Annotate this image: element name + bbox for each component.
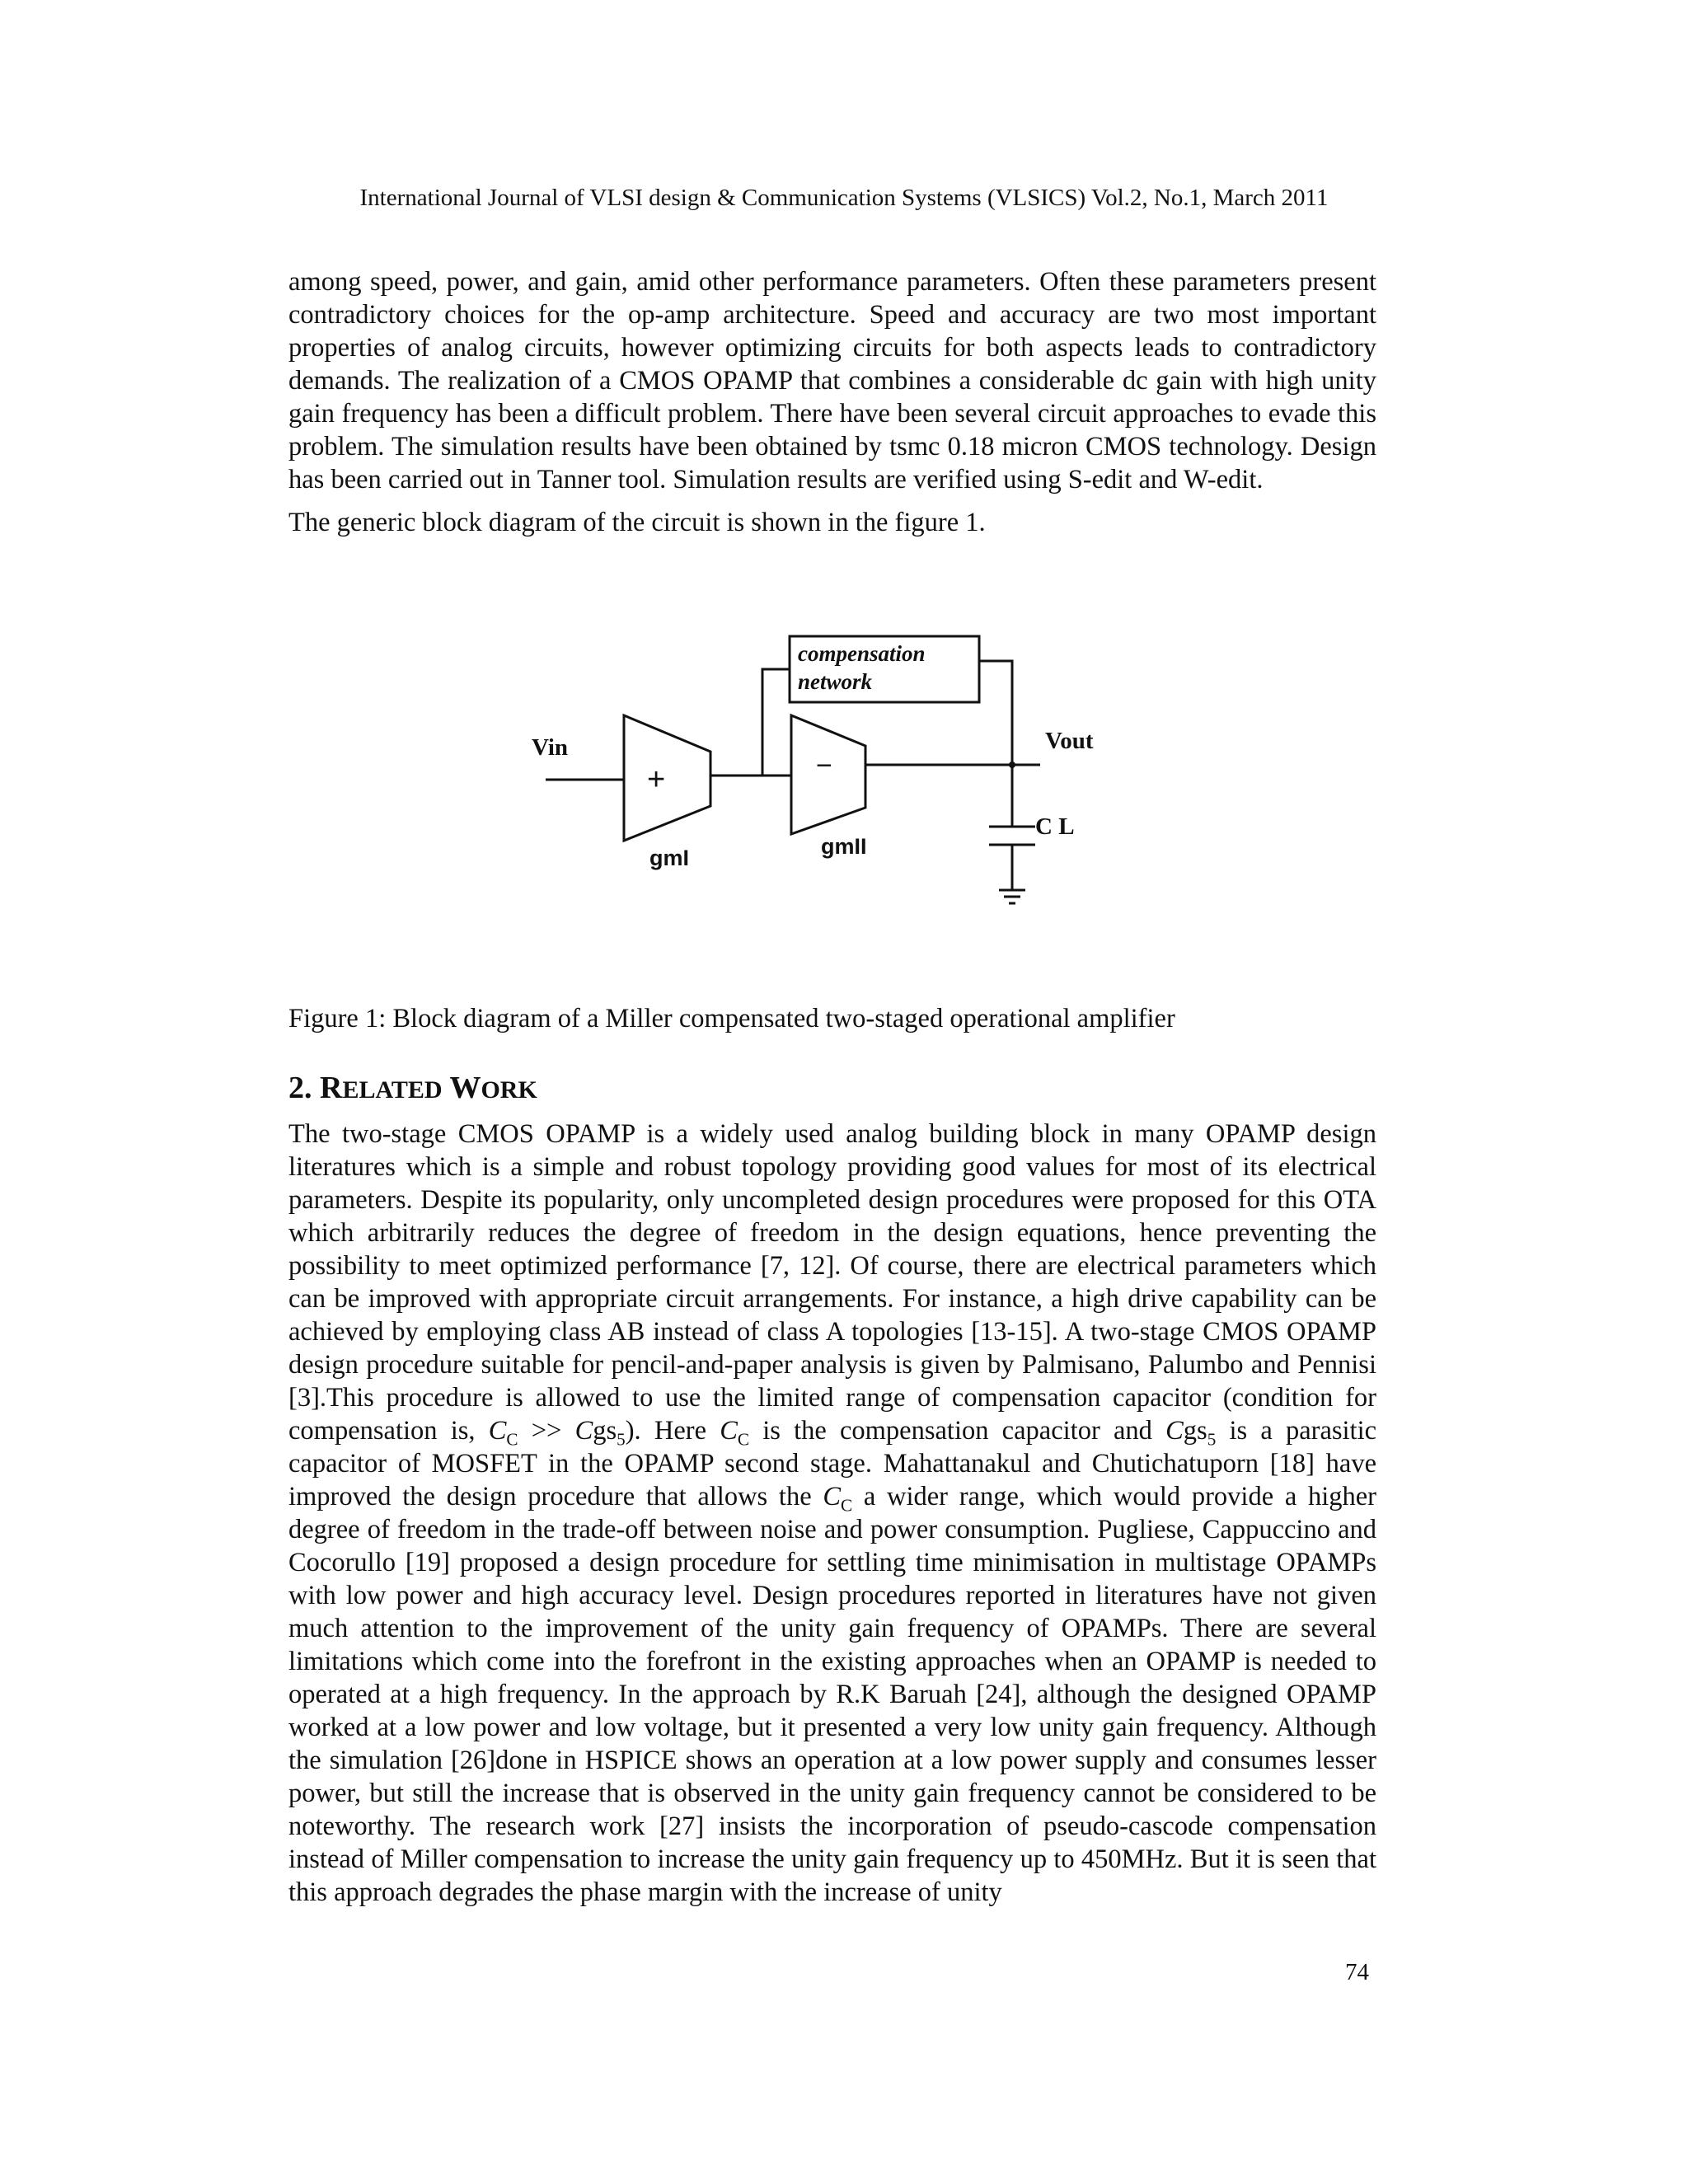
figure-caption: Figure 1: Block diagram of a Miller compensated two-staged operational amplifier (288, 1004, 1175, 1033)
comp-label-line2: network (798, 669, 873, 694)
figure-intro-text: The generic block diagram of the circuit is shown in the figure 1. (288, 508, 986, 537)
cc-symbol: C (488, 1416, 507, 1446)
related-work-block (288, 1118, 1376, 1909)
heading-ork: ORK (481, 1076, 537, 1104)
rw-text-5: a wider range, which would provide a higher degree of freedom in the trade-off between noise and power consumption. Pugliese, Cappuccino and Cocorullo [19] proposed a design procedure for settling time minimisation in multistage OPAMPs with low power and high accuracy level. Design procedures reported in literatures have not given much attention to the improvement of the unity gain frequency of OPAMPs. There are several limitations which come into the forefront in the existing approaches when an OPAMP is needed to operated at a high frequency. In the approach by R.K Baruah [24], although the designed OPAMP worked at a low power and low voltage, but it presented a very low unity gain frequency. Although the simulation [26]done in HSPICE shows an operation at a low power supply and consumes lesser power, but still the increase that is observed in the unity gain frequency cannot be considered to be noteworthy. The research work [27] insists the incorporation of pseudo-cascode compensation instead of Miller compensation to increase the unity gain frequency up to 450MHz. But it is seen that this approach degrades the phase margin with the increase of unity (288, 1482, 1377, 1907)
related-work-paragraph (288, 1118, 1376, 1909)
intro-block (288, 265, 1376, 539)
cgs-symbol: C (574, 1416, 593, 1446)
stage2-label: gmII (821, 834, 867, 859)
cc-symbol-3: C (823, 1482, 842, 1511)
comp-label-line1: compensation (798, 641, 926, 666)
heading-elated: ELATED (342, 1076, 443, 1104)
rw-text-2: ). Here (625, 1416, 707, 1446)
heading-r: R (320, 1071, 343, 1105)
running-header: International Journal of VLSI design & Communication Systems (VLSICS) Vol.2, No.1, March 2011 (359, 185, 1329, 211)
rw-text-4: is a parasitic capacitor of MOSFET in the OPAMP second stage. Mahattanakul and Chutichatuporn [18] have improved the design procedure that allows the (288, 1416, 1377, 1511)
cc-symbol-2: C (720, 1416, 738, 1446)
cgs-subscript: 5 (617, 1429, 626, 1450)
output-node-dot (1009, 762, 1015, 768)
cc-subscript-3: C (841, 1495, 853, 1516)
cgs-symbol-2: C (1165, 1416, 1184, 1446)
cgs-subscript-2: 5 (1207, 1429, 1217, 1450)
cc-subscript: C (506, 1429, 518, 1450)
block-diagram-figure (528, 626, 1121, 923)
comp-right-wire (979, 661, 1012, 765)
much-greater-sign: >> (518, 1416, 575, 1446)
vout-label: Vout (1045, 728, 1094, 754)
rw-text-3: is the compensation capacitor and (762, 1416, 1152, 1446)
cgs-gs-2: gs (1183, 1416, 1207, 1446)
section-heading (288, 1069, 537, 1109)
cc-subscript-2: C (737, 1429, 749, 1450)
stage1-amplifier (624, 715, 710, 841)
load-cap-label: C L (1035, 813, 1075, 840)
stage1-label: gmI (649, 846, 690, 870)
heading-w: W (449, 1071, 481, 1105)
page-number: 74 (1345, 1959, 1369, 1985)
plus-sign: + (647, 762, 666, 797)
section-number: 2. (288, 1071, 312, 1105)
vin-label: Vin (532, 734, 569, 761)
comp-left-wire (762, 669, 790, 776)
rw-text-1: The two-stage CMOS OPAMP is a widely used analog building block in many OPAMP design literatures which is a simple and robust topology providing good values for most of its electrical parameters. Despite its popularity, only uncompleted design procedures were proposed for this OTA which arbitrarily reduces the degree of freedom in the design equations, hence preventing the possibility to meet optimized performance [7, 12]. Of course, there are electrical parameters which can be improved with appropriate circuit arrangements. For instance, a high drive capability can be achieved by employing class AB instead of class A topologies [13-15]. A two-stage CMOS OPAMP design procedure suitable for pencil-and-paper analysis is given by Palmisano, Palumbo and Pennisi [3].This procedure is allowed to use the limited range of compensation capacitor (condition for compensation is, (288, 1119, 1376, 1446)
intro-paragraph: among speed, power, and gain, amid other performance parameters. Often these parameters present contradictory choices for the op-amp architecture. Speed and accuracy are two most important properties of analog circuits, however optimizing circuits for both aspects leads to contradictory demands. The realization of a CMOS OPAMP that combines a considerable dc gain with high unity gain frequency has been a difficult problem. There have been several circuit approaches to evade this problem. The simulation results have been obtained by tsmc 0.18 micron CMOS technology. Design has been carried out in Tanner tool. Simulation results are verified using S-edit and W-edit. (288, 267, 1376, 494)
minus-sign: − (816, 750, 832, 781)
cgs-gs: gs (593, 1416, 617, 1446)
